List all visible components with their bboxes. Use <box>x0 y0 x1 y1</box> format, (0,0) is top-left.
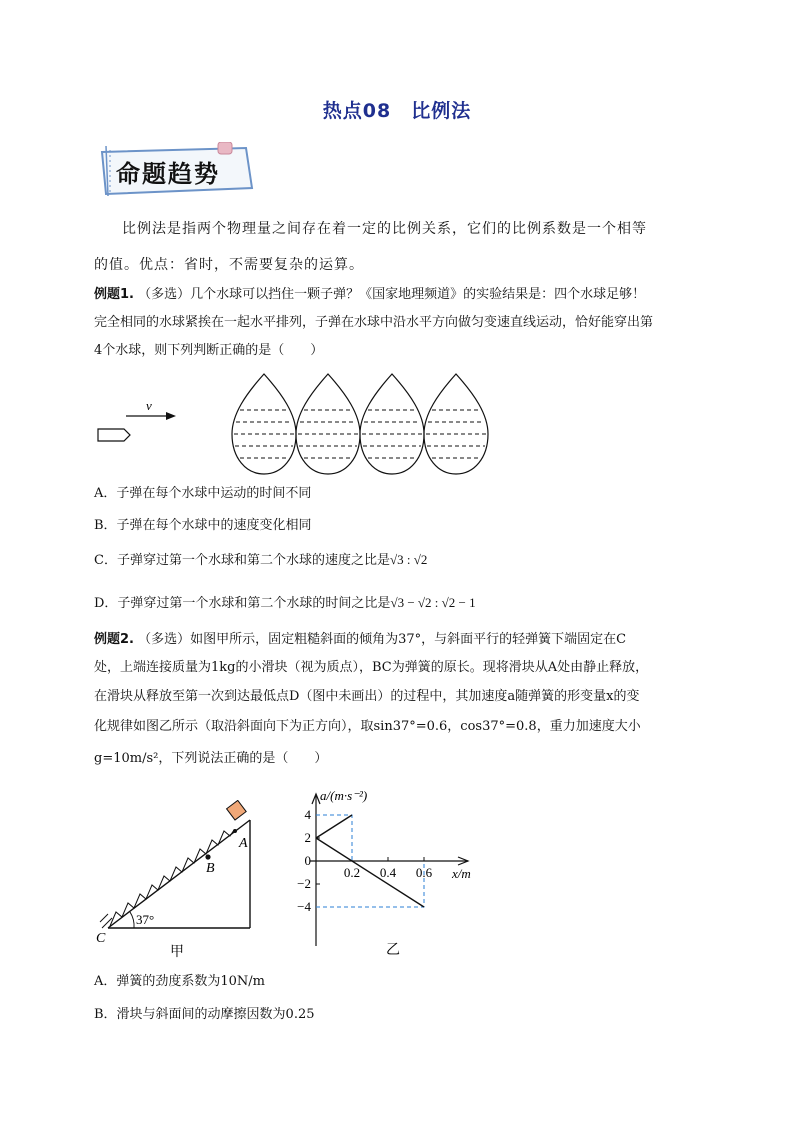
figure-jia-label: 甲 <box>170 944 184 960</box>
example1-option-b: B．子弹在每个水球中的速度变化相同 <box>94 518 312 533</box>
option-c-math: √3 : √2 <box>389 552 428 567</box>
acceleration-chart <box>290 782 490 967</box>
example1-option-c <box>94 549 427 568</box>
intro-line-1: 比例法是指两个物理量之间存在着一定的比例关系，它们的比例系数是一个相等 <box>122 221 647 237</box>
y-axis-label: a/(m·s⁻²) <box>320 788 368 803</box>
guide-line <box>316 815 352 861</box>
example2-text-1: （多选）如图甲所示，固定粗糙斜面的倾角为37°，与斜面平行的轻弹簧下端固定在C <box>138 632 627 647</box>
page-title: 热点08 比例法 <box>322 100 472 122</box>
x-tick-label: 0.2 <box>343 865 361 880</box>
option-d-text: D．子弹穿过第一个水球和第二个水球的时间之比是 <box>94 596 391 611</box>
series-line-lower <box>316 838 424 907</box>
option-c-text: C．子弹穿过第一个水球和第二个水球的速度之比是 <box>94 553 390 568</box>
example2-line-2: 处，上端连接质量为1kg的小滑块（视为质点），BC为弹簧的原长。现将滑块从A处由静止释放， <box>94 660 649 675</box>
example1-label: 例题1. <box>94 287 134 302</box>
x-tick-label: 0.4 <box>379 865 397 880</box>
example1-text-1: （多选）几个水球可以挡住一颗子弹？《国家地理频道》的实验结果是：四个水球足够！ <box>138 287 646 302</box>
section-banner <box>96 142 256 198</box>
example1-line-2: 完全相同的水球紧挨在一起水平排列，子弹在水球中沿水平方向做匀变速直线运动，恰好能穿出第 <box>94 315 654 330</box>
example2-line-5: g=10m/s²，下列说法正确的是（ ） <box>94 751 328 766</box>
example2-option-a: A．弹簧的劲度系数为10N/m <box>94 974 266 989</box>
angle-label: 37° <box>136 912 155 927</box>
velocity-arrow <box>126 398 176 420</box>
example1-line-1 <box>94 286 704 304</box>
example2-line-3: 在滑块从释放至第一次到达最低点D（图中未画出）的过程中，其加速度a随弹簧的形变量x的变 <box>94 689 640 704</box>
intro-line-2: 的值。优点：省时，不需要复杂的运算。 <box>94 257 364 273</box>
series-line-upper <box>316 815 352 838</box>
example2-line-1 <box>94 631 704 649</box>
y-tick-label: −4 <box>297 899 311 914</box>
y-tick-label: 2 <box>304 830 311 845</box>
option-d-math: √3 − √2 : √2 − 1 <box>390 595 476 610</box>
incline-figure <box>94 800 264 960</box>
example1-option-d <box>94 592 476 611</box>
velocity-label: v <box>146 398 152 413</box>
example2-line-4: 化规律如图乙所示（取沿斜面向下为正方向），取sin37°=0.6，cos37°=0.8，重力加速度大小 <box>94 719 641 734</box>
example2-option-b: B．滑块与斜面间的动摩擦因数为0.25 <box>94 1007 315 1022</box>
water-drops <box>232 374 488 474</box>
example1-option-a: A．子弹在每个水球中运动的时间不同 <box>94 486 312 501</box>
figure-yi-label: 乙 <box>386 942 400 958</box>
point-a-label: A <box>239 836 248 851</box>
point-b-dot <box>205 854 210 859</box>
x-tick-label: 0.6 <box>415 865 433 880</box>
example2-label: 例题2. <box>94 632 134 647</box>
example1-line-3: 4个水球，则下列判断正确的是（ ） <box>94 343 324 358</box>
incline-surface <box>108 820 250 928</box>
y-tick-label: 4 <box>304 807 311 822</box>
x-axis-label: x/m <box>452 866 471 881</box>
y-tick-label: 0 <box>304 853 311 868</box>
water-balls-figure <box>94 370 514 480</box>
bullet <box>98 429 130 441</box>
point-c-label: C <box>96 931 106 946</box>
y-tick-label: −2 <box>297 876 311 891</box>
slider-block <box>227 800 247 820</box>
banner-text: 命题趋势 <box>116 160 220 188</box>
point-b-label: B <box>206 861 215 876</box>
guide-line <box>316 861 424 907</box>
